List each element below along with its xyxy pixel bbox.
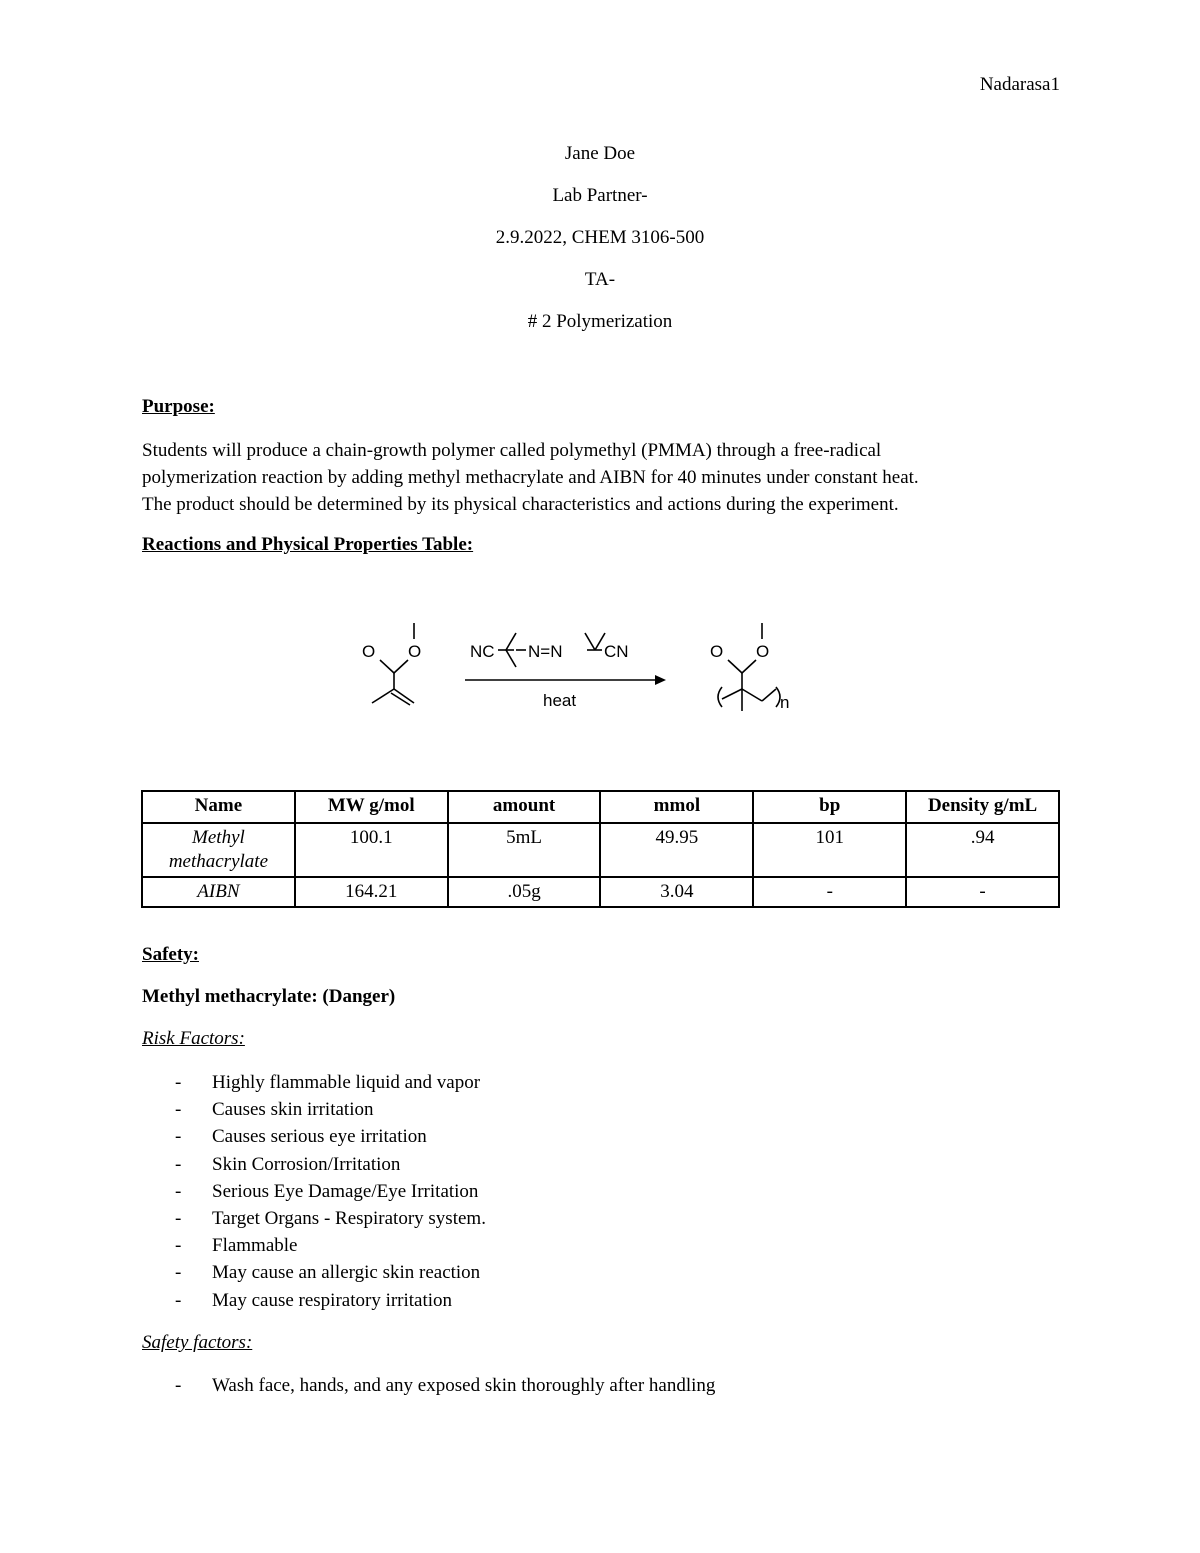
list-item-text: Target Organs - Respiratory system.	[212, 1207, 486, 1229]
purpose-paragraph	[142, 437, 1062, 518]
atom-label: O	[362, 642, 376, 661]
title-block	[0, 142, 1200, 352]
properties-table	[141, 790, 1060, 908]
bp-cell: -	[753, 877, 906, 907]
column-header: Density g/mL	[906, 791, 1059, 823]
reagent-label: NC	[470, 642, 495, 661]
safety-factors-heading: Safety factors:	[142, 1332, 253, 1353]
experiment-title: # 2 Polymerization	[527, 311, 673, 332]
risk-factors-heading: Risk Factors:	[142, 1028, 245, 1049]
list-item	[142, 1289, 486, 1316]
column-header: bp	[753, 791, 906, 823]
mmol-cell: 49.95	[600, 823, 753, 877]
column-header: amount	[448, 791, 601, 823]
column-header: MW g/mol	[295, 791, 448, 823]
mmol-cell: 3.04	[600, 877, 753, 907]
date-course: 2.9.2022, CHEM 3106-500	[495, 227, 705, 248]
list-item	[142, 1234, 486, 1261]
list-dash: -	[175, 1262, 182, 1284]
purpose-line: Students will produce a chain-growth polymer called polymethyl (PMMA) through a free-radical	[142, 440, 882, 461]
list-item	[142, 1098, 486, 1125]
bp-cell: 101	[753, 823, 906, 877]
condition-label: heat	[543, 691, 577, 710]
reagent-label: N=N	[528, 642, 563, 661]
risk-factors-list	[142, 1071, 486, 1316]
chemical-name: Methyl	[192, 827, 245, 848]
density-cell: .94	[906, 823, 1059, 877]
purpose-line: polymerization reaction by adding methyl methacrylate and AIBN for 40 minutes under constant heat.	[142, 467, 919, 488]
table-row	[142, 823, 1059, 877]
list-item	[142, 1261, 486, 1288]
chemical-name: methacrylate	[168, 851, 268, 872]
mw-cell: 100.1	[295, 823, 448, 877]
running-head: Nadarasa1	[979, 74, 1060, 95]
density-cell: -	[906, 877, 1059, 907]
list-item-text: Serious Eye Damage/Eye Irritation	[212, 1180, 479, 1202]
list-item	[142, 1207, 486, 1234]
repeat-subscript: n	[780, 693, 790, 712]
list-item-text: Causes serious eye irritation	[212, 1126, 427, 1148]
list-item	[142, 1374, 715, 1401]
list-dash: -	[175, 1180, 182, 1202]
list-dash: -	[175, 1235, 182, 1257]
list-item-text: May cause an allergic skin reaction	[212, 1262, 481, 1284]
list-item	[142, 1071, 486, 1098]
column-header: Name	[142, 791, 295, 823]
safety-factors-list	[142, 1374, 715, 1401]
list-item-text: Wash face, hands, and any exposed skin thoroughly after handling	[212, 1375, 716, 1396]
list-dash: -	[175, 1207, 182, 1229]
atom-label: O	[756, 642, 770, 661]
list-dash: -	[175, 1099, 182, 1121]
methyl-methacrylate-structure	[372, 623, 414, 705]
amount-cell: 5mL	[448, 823, 601, 877]
table-row	[142, 877, 1059, 907]
chemical-name-cell	[142, 823, 295, 877]
mw-cell: 164.21	[295, 877, 448, 907]
reactions-heading: Reactions and Physical Properties Table:	[142, 534, 474, 555]
list-item-text: Causes skin irritation	[212, 1099, 374, 1121]
list-dash: -	[175, 1153, 182, 1175]
chemical-name-cell: AIBN	[142, 877, 295, 907]
safety-heading: Safety:	[142, 944, 199, 965]
chemical-hazard-title: Methyl methacrylate: (Danger)	[142, 986, 396, 1007]
teaching-assistant: TA-	[584, 269, 616, 290]
list-item-text: May cause respiratory irritation	[212, 1289, 453, 1311]
purpose-heading: Purpose:	[142, 396, 215, 417]
atom-label: O	[710, 642, 724, 661]
pmma-structure	[718, 623, 780, 711]
list-item	[142, 1125, 486, 1152]
list-item-text: Skin Corrosion/Irritation	[212, 1153, 401, 1175]
lab-partner: Lab Partner-	[552, 185, 648, 206]
arrow-head	[655, 675, 666, 685]
list-item	[142, 1180, 486, 1207]
list-dash: -	[175, 1289, 182, 1311]
atom-label: O	[408, 642, 422, 661]
author-name: Jane Doe	[564, 143, 636, 164]
list-item-text: Flammable	[212, 1235, 298, 1257]
list-dash: -	[175, 1072, 182, 1093]
list-dash: -	[175, 1375, 182, 1396]
column-header: mmol	[600, 791, 753, 823]
reagent-label: CN	[604, 642, 629, 661]
reaction-scheme	[350, 615, 810, 725]
list-item	[142, 1153, 486, 1180]
list-item-text: Highly flammable liquid and vapor	[212, 1072, 481, 1093]
purpose-line: The product should be determined by its physical characteristics and actions during the experiment.	[142, 494, 899, 515]
table-header-row	[142, 791, 1059, 823]
list-dash: -	[175, 1126, 182, 1148]
amount-cell: .05g	[448, 877, 601, 907]
